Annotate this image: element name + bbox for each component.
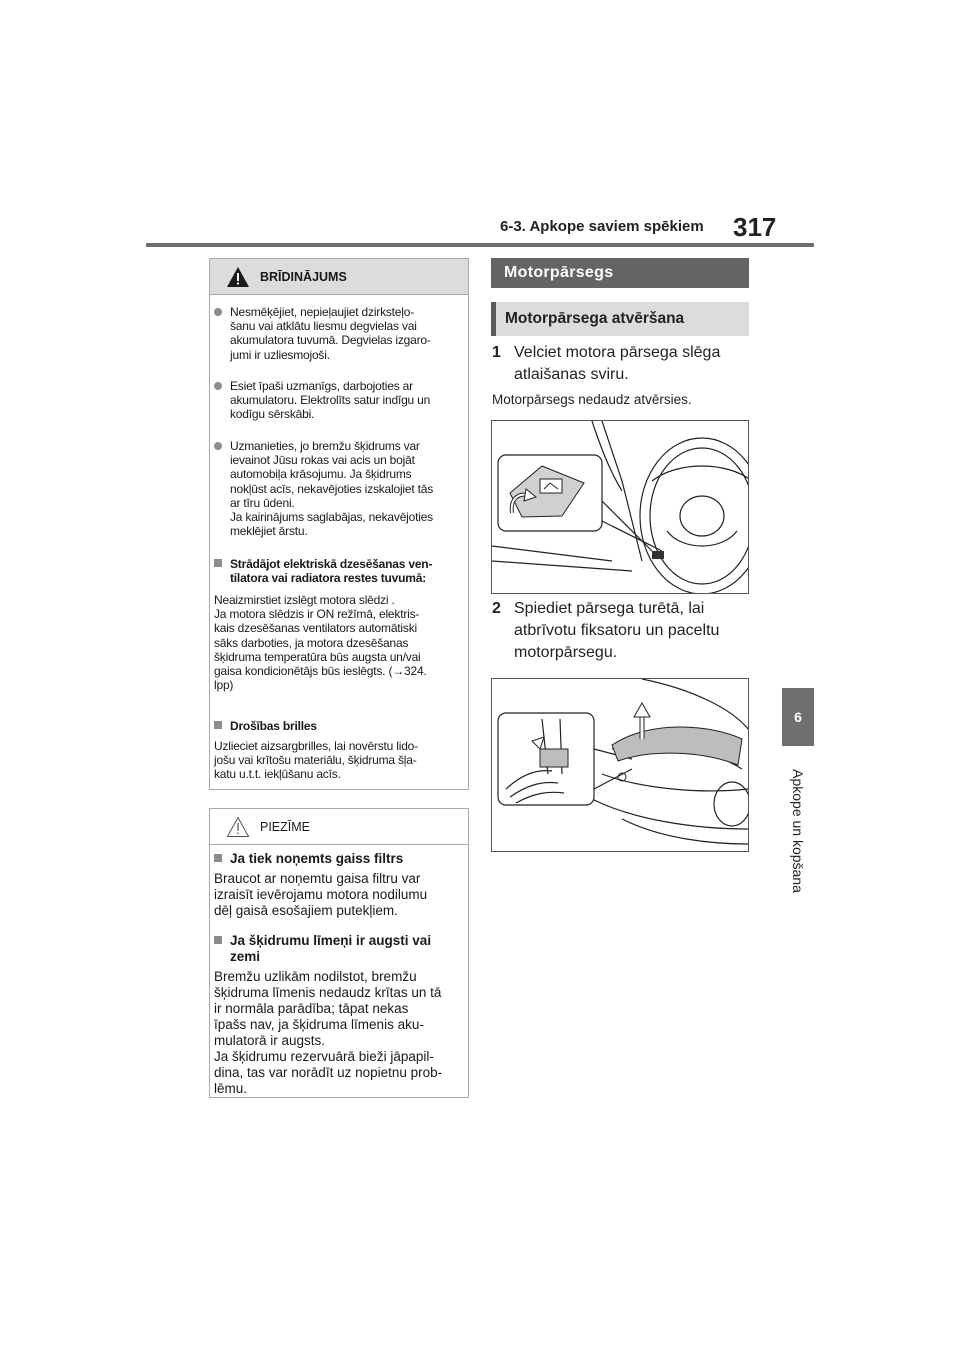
hood-release-lever-illustration bbox=[492, 421, 748, 593]
step-1 bbox=[492, 342, 752, 386]
step-1-note: Motorpārsegs nedaudz atvērsies. bbox=[492, 392, 692, 407]
warning-paragraph: Neaizmirstiet izslēgt motora slēdzi . Ja motora slēdzis ir ON režīmā, elektris- kais dzesēšanas ventilators automātiski sāks darboties, ja motora dzesēšanas šķidruma temperatūra būs augsta un/vai gaisa kondicionētājs būs ieslēgts. (→324. lpp) bbox=[214, 593, 427, 693]
chapter-label: Apkope un kopšana bbox=[790, 769, 806, 893]
section-header: 6-3. Apkope saviem spēkiem bbox=[500, 218, 704, 235]
page-number: 317 bbox=[733, 212, 777, 242]
chapter-tab bbox=[782, 688, 814, 746]
chapter-number: 6 bbox=[794, 709, 802, 725]
note-box bbox=[209, 808, 469, 1098]
note-subsection: Ja tiek noņemts gaiss filtrs bbox=[214, 851, 460, 867]
square-bullet-icon bbox=[214, 721, 222, 729]
step-text: Velciet motora pārsega slēga atlaišanas sviru. bbox=[514, 344, 721, 383]
hood-latch-illustration bbox=[492, 679, 748, 851]
warning-bullet: Esiet īpaši uzmanīgs, darbojoties ar akumulatoru. Elektrolīts satur indīgu un kodīgu sērskābi. bbox=[214, 379, 460, 422]
square-bullet-icon bbox=[214, 936, 222, 944]
note-paragraph: Braucot ar noņemtu gaisa filtru var izraisīt ievērojamu motora nodilumu dēļ gaisā esošajiem putekļiem. bbox=[214, 871, 428, 918]
warning-header bbox=[210, 259, 468, 295]
note-title: PIEZĪME bbox=[260, 820, 311, 834]
chapter-label-wrap bbox=[772, 756, 824, 906]
hood-release-lever-figure bbox=[491, 420, 749, 594]
step-number: 1 bbox=[492, 344, 501, 361]
square-bullet-icon bbox=[214, 854, 222, 862]
warning-title: BRĪDINĀJUMS bbox=[260, 270, 347, 284]
warning-bullet: Nesmēķējiet, nepieļaujiet dzirksteļo- šanu vai atklātu liesmu degvielas vai akumulatora tuvumā. Degvielas izgaro- jumi ir uzliesmojoši. bbox=[214, 305, 460, 362]
circle-bullet-icon bbox=[214, 382, 222, 390]
warning-bullet: Uzmanieties, jo bremžu šķidrums var ievainot Jūsu rokas vai acis un bojāt automobiļa krāsojumu. Ja šķidrums nokļūst acīs, nekavējoties izskalojiet tās ar tīru ūdeni. Ja kairinājums saglabājas, nekavējoties meklējiet ārstu. bbox=[214, 439, 460, 538]
warning-subsection: Strādājot elektriskā dzesēšanas ven- tilatora vai radiatora restes tuvumā: bbox=[214, 557, 460, 585]
caution-triangle-outline-icon bbox=[226, 816, 250, 838]
warning-triangle-icon bbox=[226, 266, 250, 288]
step-2 bbox=[492, 598, 752, 664]
step-text: Spiediet pārsega turētā, lai atbrīvotu fiksatoru un paceltu motorpārsegu. bbox=[514, 600, 720, 661]
header-rule bbox=[146, 243, 814, 247]
warning-paragraph: Uzlieciet aizsargbrilles, lai novērstu lido- jošu vai krītošu materiālu, šķidruma šļa- katu u.t.t. iekļūšanu acīs. bbox=[214, 739, 418, 782]
subsection-title-bar: Motorpārsega atvēršana bbox=[491, 302, 749, 336]
section-title-bar: Motorpārsegs bbox=[491, 258, 749, 288]
step-number: 2 bbox=[492, 600, 501, 617]
circle-bullet-icon bbox=[214, 308, 222, 316]
note-paragraph: Bremžu uzlikām nodilstot, bremžu šķidruma līmenis nedaudz krītas un tā ir normāla parādība; tāpat nekas īpašs nav, ja šķidruma līmenis aku- mulatorā ir augsts. Ja šķidrumu rezervuārā bieži jāpapil- dina, tas var norādīt uz nopietnu prob- lēmu. bbox=[214, 969, 443, 1096]
note-header bbox=[210, 809, 468, 845]
note-subsection: Ja šķidrumu līmeņi ir augsti vai zemi bbox=[214, 933, 460, 965]
square-bullet-icon bbox=[214, 559, 222, 567]
circle-bullet-icon bbox=[214, 442, 222, 450]
warning-subsection: Drošības brilles bbox=[214, 719, 460, 733]
warning-box bbox=[209, 258, 469, 790]
hood-latch-figure bbox=[491, 678, 749, 852]
